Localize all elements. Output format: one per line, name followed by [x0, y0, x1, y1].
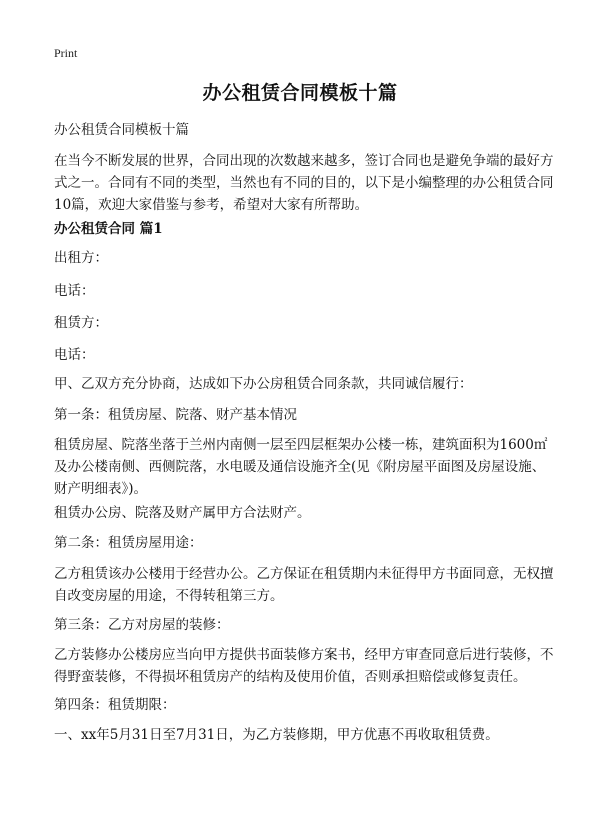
article-3-body: 乙方装修办公楼房应当向甲方提供书面装修方案书，经甲方审查同意后进行装修，不得野蛮装修，不得损坏租赁房产的结构及使用价值，否则承担赔偿或修复责任。 [54, 647, 554, 685]
lessee-phone-label: 电话： [54, 347, 95, 363]
document-title: 办公租赁合同模板十篇 [202, 82, 398, 104]
document-subtitle: 办公租赁合同模板十篇 [54, 122, 189, 138]
article-4-title: 第四条：租赁期限： [54, 697, 176, 713]
agreement-paragraph: 甲、乙双方充分协商，达成如下办公房租赁合同条款，共同诚信履行： [54, 376, 473, 392]
article-2-body: 乙方租赁该办公楼用于经营办公。乙方保证在租赁期内未征得甲方书面同意，无权擅自改变房屋的用途，不得转租第三方。 [54, 566, 554, 604]
article-2-title: 第二条：租赁房屋用途： [54, 535, 203, 551]
article-1-title: 第一条：租赁房屋、院落、财产基本情况 [54, 407, 297, 423]
intro-paragraph: 在当今不断发展的世界，合同出现的次数越来越多，签订合同也是避免争端的最好方式之一。合同有不同的类型，当然也有不同的目的，以下是小编整理的办公租赁合同10篇，欢迎大家借鉴与参考，希望对大家有所帮助。 [54, 153, 554, 213]
article-4-item-1: 一、xx年5月31日至7月31日，为乙方装修期，甲方优惠不再收取租赁费。 [54, 727, 499, 743]
lessor-phone-label: 电话： [54, 283, 95, 299]
article-1-extra: 租赁办公房、院落及财产属甲方合法财产。 [54, 505, 311, 521]
article-1-body: 租赁房屋、院落坐落于兰州内南侧一层至四层框架办公楼一栋，建筑面积为1600㎡及办公楼南侧、西侧院落，水电暖及通信设施齐全(见《附房屋平面图及房屋设施、财产明细表》)。 [54, 437, 548, 497]
article-3-title: 第三条：乙方对房屋的装修： [54, 617, 230, 633]
lessee-label: 租赁方： [54, 315, 108, 331]
lessor-label: 出租方： [54, 250, 108, 266]
print-link[interactable]: Print [54, 46, 78, 60]
section-heading: 办公租赁合同 篇1 [54, 221, 163, 237]
